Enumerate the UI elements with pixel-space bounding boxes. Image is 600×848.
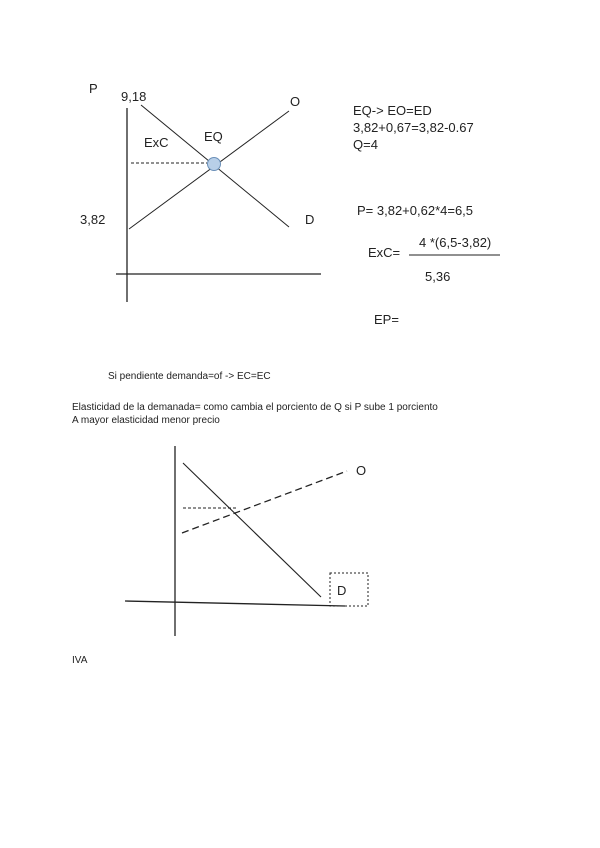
demand-label-2: D bbox=[337, 583, 347, 598]
price-min-label: 3,82 bbox=[80, 212, 106, 227]
supply-label-2: O bbox=[356, 463, 367, 478]
demand-line-2 bbox=[183, 463, 321, 597]
note-line-3: Q=4 bbox=[353, 137, 378, 152]
exc-denominator: 5,36 bbox=[425, 269, 451, 284]
supply-line-2 bbox=[182, 471, 347, 533]
ep-label: EP= bbox=[374, 312, 399, 327]
exc-numerator: 4 *(6,5-3,82) bbox=[419, 235, 492, 250]
elasticity-definition: Elasticidad de la demanada= como cambia el porciento de Q si P sube 1 porciento bbox=[72, 402, 438, 413]
demand-label-box bbox=[330, 573, 368, 606]
slope-note: Si pendiente demanda=of -> EC=EC bbox=[108, 371, 271, 382]
price-max-label: 9,18 bbox=[121, 89, 147, 104]
price-formula: P= 3,82+0,62*4=6,5 bbox=[357, 203, 474, 218]
supply-label: O bbox=[290, 94, 301, 109]
demand-label: D bbox=[305, 212, 315, 227]
eq-label: EQ bbox=[204, 129, 223, 144]
iva-label: IVA bbox=[72, 655, 88, 666]
q-axis-2 bbox=[125, 601, 345, 606]
note-line-1: EQ-> EO=ED bbox=[353, 103, 432, 118]
exc-label: ExC bbox=[144, 135, 169, 150]
elasticity-note: A mayor elasticidad menor precio bbox=[72, 415, 220, 426]
axis-p-label: P bbox=[89, 81, 98, 96]
exc-formula-label: ExC= bbox=[368, 245, 401, 260]
note-line-2: 3,82+0,67=3,82-0.67 bbox=[353, 120, 474, 135]
